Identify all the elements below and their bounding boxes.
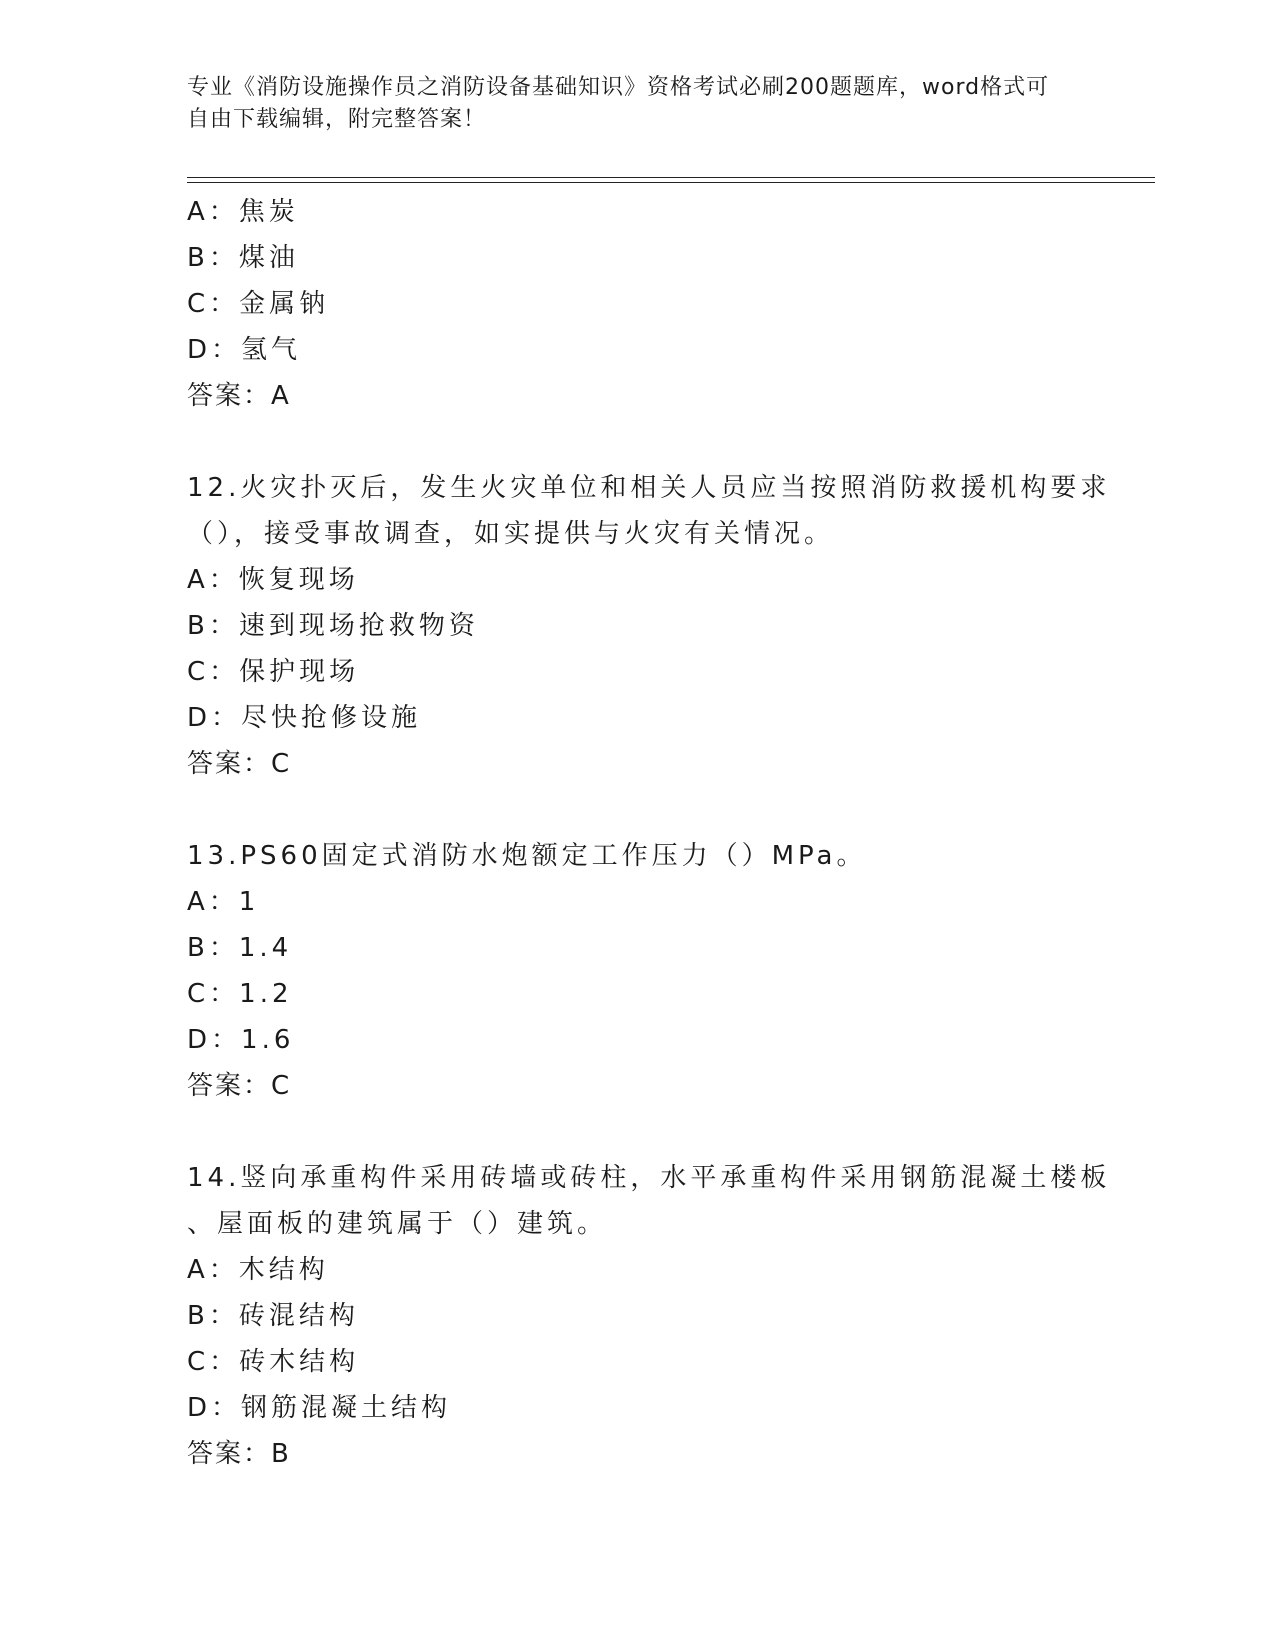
- option-c: C：金属钠: [187, 289, 330, 319]
- option-d: D：钢筋混凝土结构: [187, 1393, 452, 1423]
- question-12: [187, 465, 1111, 787]
- option-c: C：砖木结构: [187, 1347, 360, 1377]
- answer-line: 答案：B: [187, 1439, 291, 1469]
- option-b: B：1.4: [187, 933, 293, 963]
- answer-line: 答案：A: [187, 381, 291, 411]
- option-a: A：1: [187, 887, 260, 917]
- option-a: A：焦炭: [187, 197, 299, 227]
- option-b: B：煤油: [187, 243, 299, 273]
- question-text-line-1: 12.火灾扑灭后，发生火灾单位和相关人员应当按照消防救援机构要求: [187, 473, 1111, 503]
- header-rule-bottom: [187, 182, 1155, 183]
- option-c: C：保护现场: [187, 657, 360, 687]
- option-b: B：速到现场抢救物资: [187, 611, 479, 641]
- question-text-line-2: 、屋面板的建筑属于（）建筑。: [187, 1209, 608, 1239]
- option-d: D：1.6: [187, 1025, 295, 1055]
- answer-line: 答案：C: [187, 1071, 292, 1101]
- document-body: [187, 189, 1111, 1477]
- question-11-continued: [187, 189, 1087, 419]
- option-c: C：1.2: [187, 979, 293, 1009]
- question-14: [187, 1155, 1111, 1477]
- question-text-line-2: （），接受事故调查，如实提供与火灾有关情况。: [187, 519, 835, 549]
- question-13: [187, 833, 1087, 1109]
- spacer: [187, 1109, 1087, 1155]
- header-rule-top: [187, 177, 1155, 178]
- document-header: 专业《消防设施操作员之消防设备基础知识》资格考试必刷200题题库，word格式可自由下载编辑，附完整答案！: [187, 75, 1050, 132]
- spacer: [187, 787, 1087, 833]
- answer-line: 答案：C: [187, 749, 292, 779]
- option-d: D：尽快抢修设施: [187, 703, 422, 733]
- question-text-line-1: 14.竖向承重构件采用砖墙或砖柱，水平承重构件采用钢筋混凝土楼板: [187, 1163, 1111, 1193]
- spacer: [187, 419, 1087, 465]
- option-d: D：氢气: [187, 335, 302, 365]
- option-a: A：木结构: [187, 1255, 329, 1285]
- question-text-line-1: 13.PS60固定式消防水炮额定工作压力（）MPa。: [187, 841, 867, 871]
- option-b: B：砖混结构: [187, 1301, 359, 1331]
- option-a: A：恢复现场: [187, 565, 359, 595]
